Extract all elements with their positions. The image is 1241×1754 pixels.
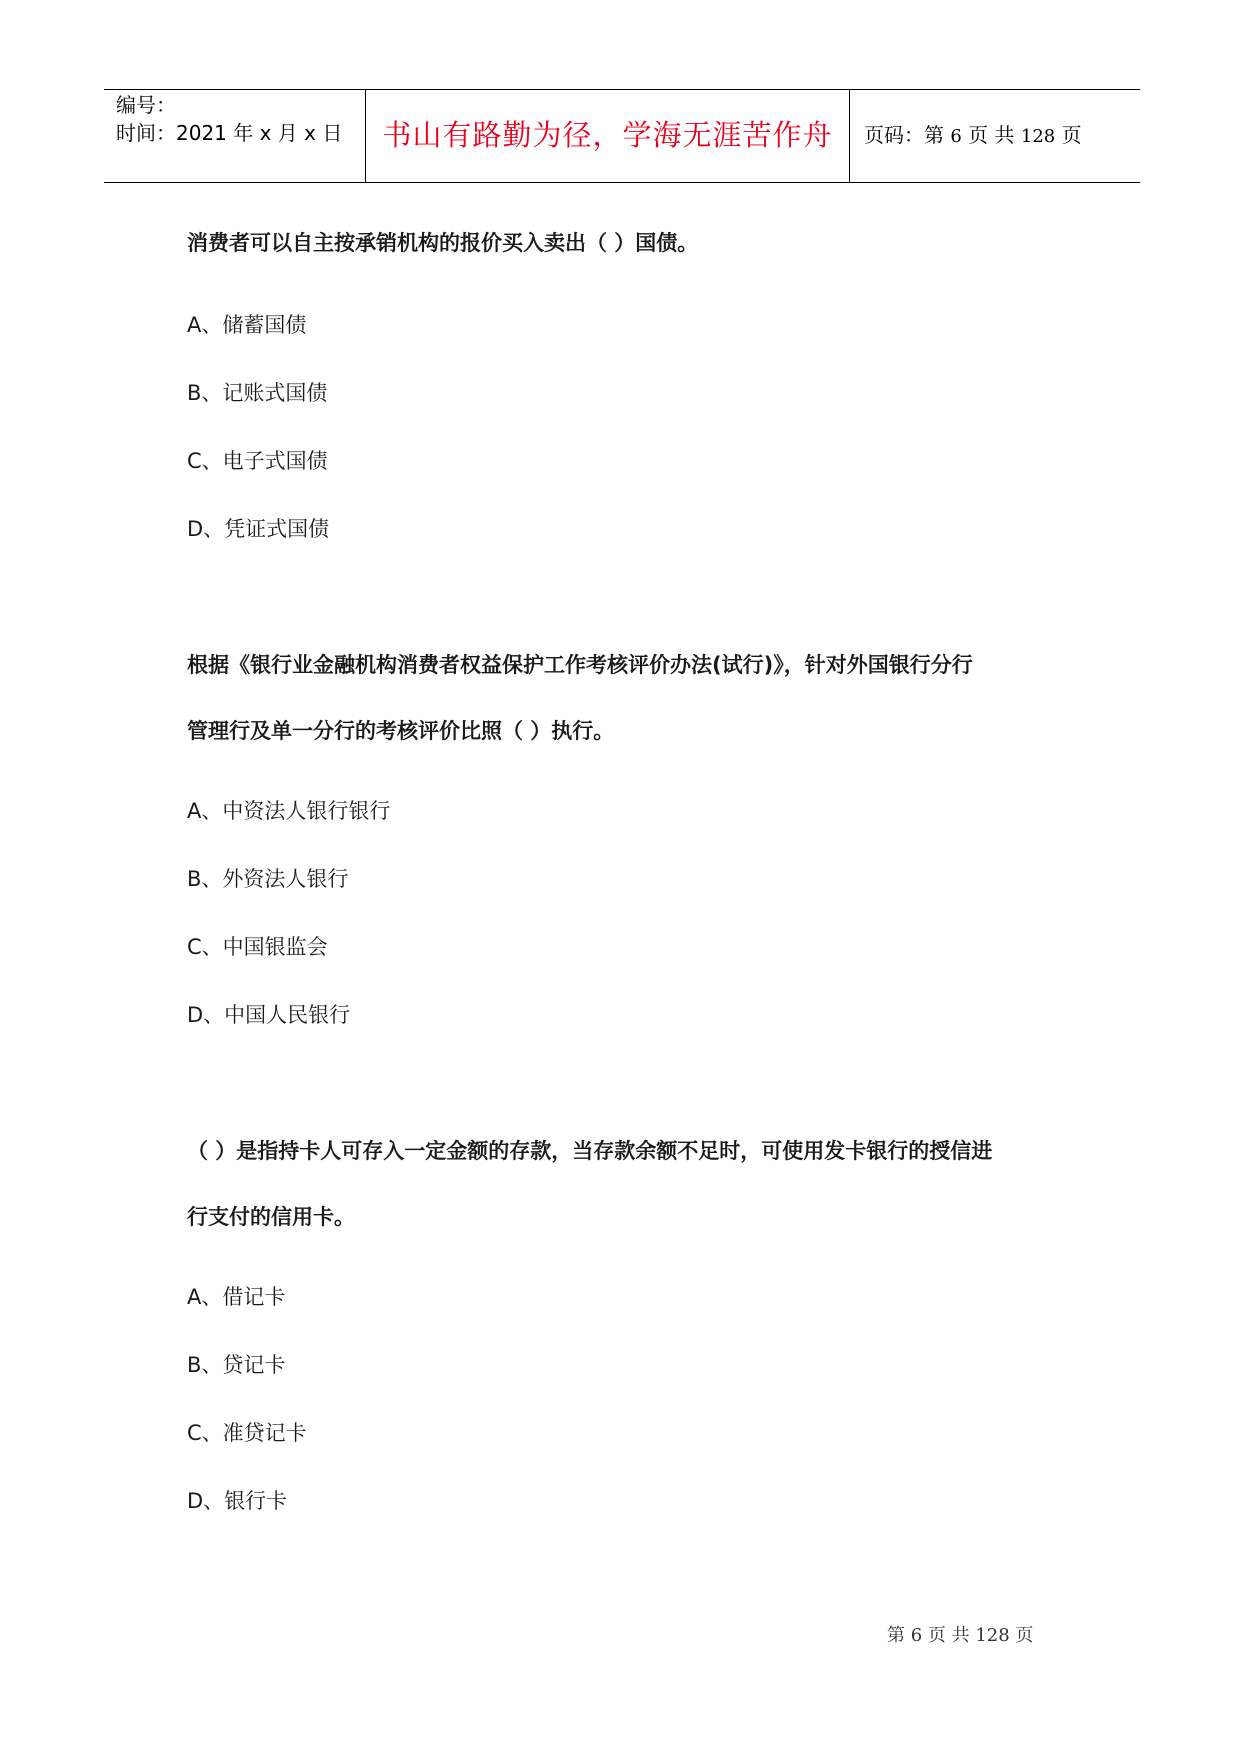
motto-text: 书山有路勤为径，学海无涯苦作舟: [382, 118, 833, 152]
question-2-option-d: D、中国人民银行: [187, 1003, 351, 1027]
question-3-text-line-1: （ ）是指持卡人可存入一定金额的存款，当存款余额不足时，可使用发卡银行的授信进: [187, 1139, 993, 1163]
document-number-label: 编号：: [116, 93, 176, 117]
question-1-option-d: D、凭证式国债: [187, 517, 330, 541]
document-date-label: 时间：2021 年 x 月 x 日: [116, 121, 343, 145]
page-total: 128: [1020, 126, 1056, 147]
page-number: 6: [950, 126, 962, 147]
question-2-option-a: A、中资法人银行银行: [187, 799, 391, 823]
question-2-option-c: C、中国银监会: [187, 935, 328, 959]
question-3-text-line-2: 行支付的信用卡。: [187, 1205, 355, 1229]
question-3-option-b: B、贷记卡: [187, 1353, 286, 1377]
question-1-option-c: C、电子式国债: [187, 449, 328, 473]
question-2-option-b: B、外资法人银行: [187, 867, 349, 891]
header-meta-cell: [104, 90, 366, 182]
page-prefix: 页码：第: [864, 123, 944, 147]
question-1-text: 消费者可以自主按承销机构的报价买入卖出（ ）国债。: [187, 231, 699, 255]
page-footer: 第 6 页 共 128 页: [887, 1625, 1034, 1646]
page-suffix: 页: [1061, 123, 1082, 147]
question-3-option-a: A、借记卡: [187, 1285, 286, 1309]
question-3-option-d: D、银行卡: [187, 1489, 288, 1513]
header-table: [104, 89, 1140, 183]
header-page-cell: [850, 90, 1140, 182]
page-indicator: [864, 122, 1082, 150]
page-mid: 页 共: [968, 123, 1015, 147]
question-1-option-b: B、记账式国债: [187, 381, 328, 405]
question-3-option-c: C、准贷记卡: [187, 1421, 307, 1445]
question-1-option-a: A、储蓄国债: [187, 313, 307, 337]
header-motto-cell: [366, 90, 850, 182]
question-2-text-line-1: 根据《银行业金融机构消费者权益保护工作考核评价办法(试行)》，针对外国银行分行: [187, 653, 973, 677]
question-2-text-line-2: 管理行及单一分行的考核评价比照（ ）执行。: [187, 719, 615, 743]
